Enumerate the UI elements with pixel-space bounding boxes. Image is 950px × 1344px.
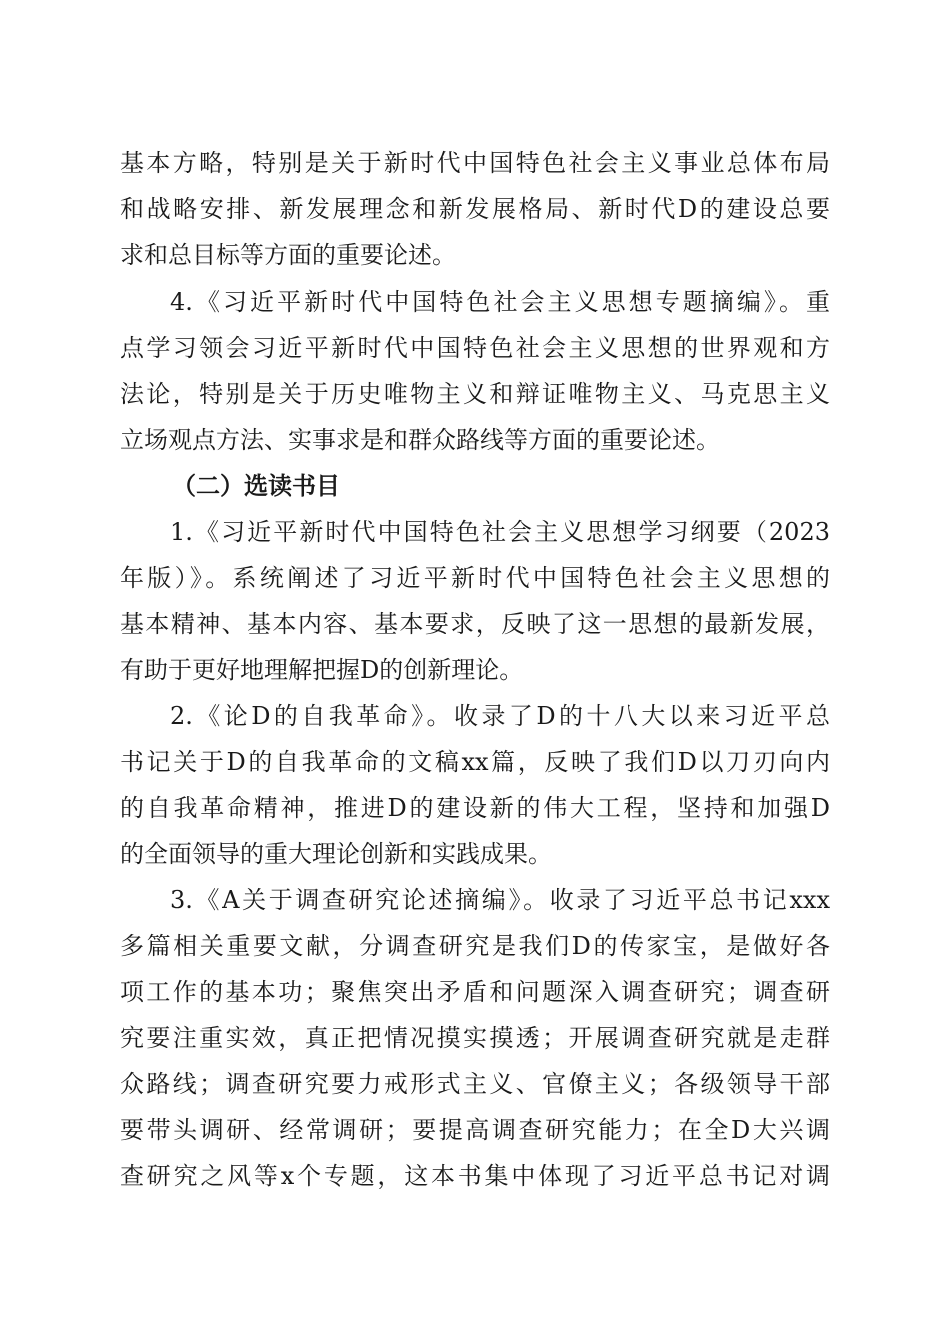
paragraph-line: 4.《习近平新时代中国特色社会主义思想专题摘编》。重	[170, 288, 830, 316]
section-heading: （二）选读书目	[172, 472, 340, 500]
paragraph-line: 项工作的基本功；聚焦突出矛盾和问题深入调查研究；调查研	[120, 978, 830, 1006]
paragraph-line: 书记关于D的自我革命的文稿xx篇，反映了我们D以刀刃向内	[120, 748, 830, 776]
paragraph-line: 究要注重实效，真正把情况摸实摸透；开展调查研究就是走群	[120, 1024, 830, 1052]
paragraph-line: 年版）》。系统阐述了习近平新时代中国特色社会主义思想的	[120, 564, 830, 592]
paragraph-line: 查研究之风等x个专题，这本书集中体现了习近平总书记对调	[120, 1162, 830, 1190]
paragraph-line: 多篇相关重要文献，分调查研究是我们D的传家宝，是做好各	[120, 932, 830, 960]
paragraph-line: 2.《论D的自我革命》。收录了D的十八大以来习近平总	[170, 702, 830, 730]
paragraph-line: 和战略安排、新发展理念和新发展格局、新时代D的建设总要	[120, 195, 830, 223]
paragraph-line: 要带头调研、经常调研；要提高调查研究能力；在全D大兴调	[120, 1116, 830, 1144]
paragraph-line: 众路线；调查研究要力戒形式主义、官僚主义；各级领导干部	[120, 1070, 830, 1098]
paragraph-line: 基本方略，特别是关于新时代中国特色社会主义事业总体布局	[120, 149, 830, 177]
paragraph-line: 的全面领导的重大理论创新和实践成果。	[120, 840, 552, 868]
paragraph-line: 点学习领会习近平新时代中国特色社会主义思想的世界观和方	[120, 334, 830, 362]
paragraph-line: 有助于更好地理解把握D的创新理论。	[120, 656, 524, 684]
paragraph-line: 立场观点方法、实事求是和群众路线等方面的重要论述。	[120, 426, 720, 454]
paragraph-line: 法论，特别是关于历史唯物主义和辩证唯物主义、马克思主义	[120, 380, 830, 408]
paragraph-line: 求和总目标等方面的重要论述。	[120, 241, 456, 269]
paragraph-line: 的自我革命精神，推进D的建设新的伟大工程，坚持和加强D	[120, 794, 830, 822]
paragraph-line: 基本精神、基本内容、基本要求，反映了这一思想的最新发展，	[120, 610, 830, 638]
paragraph-line: 3.《A关于调查研究论述摘编》。收录了习近平总书记xxx	[170, 886, 830, 914]
paragraph-line: 1.《习近平新时代中国特色社会主义思想学习纲要（2023	[170, 518, 830, 546]
